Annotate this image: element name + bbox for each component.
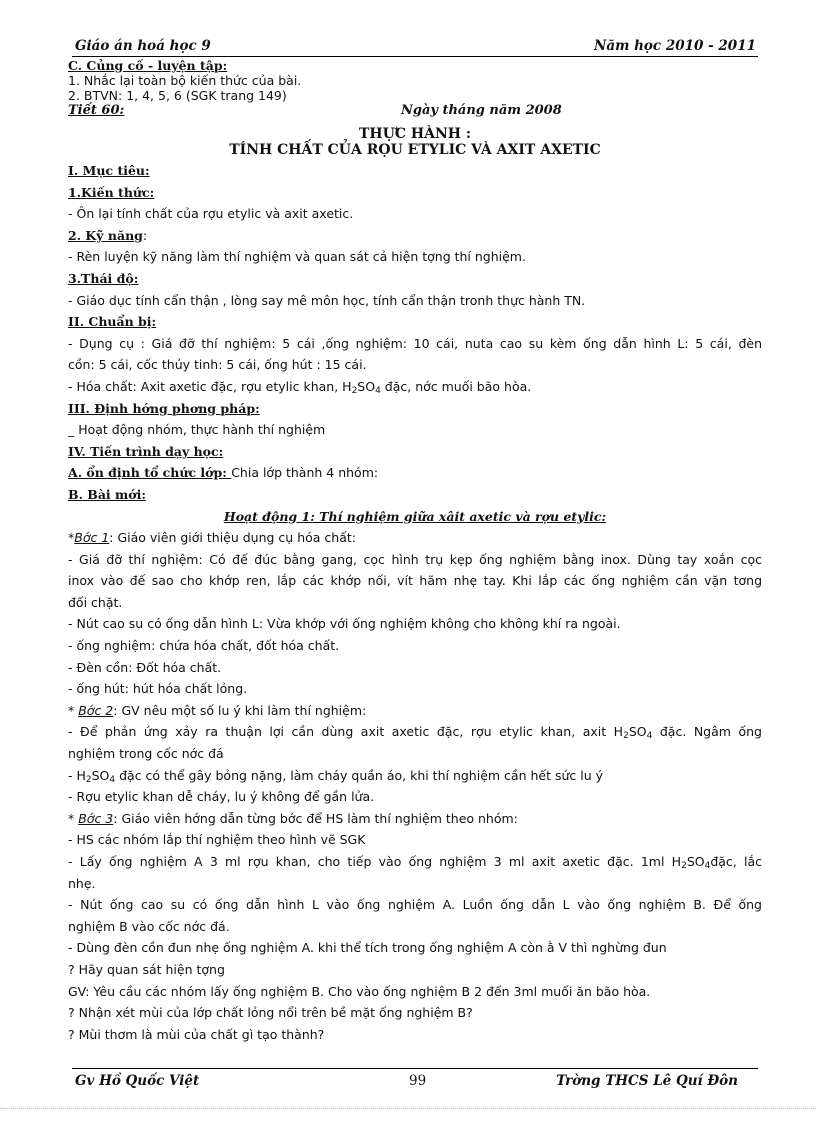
lesson-title-line-2: TÍNH CHẤT CỦA RỌU ETYLIC VÀ AXIT AXETIC [229,142,601,158]
kienthuc-text: - Ôn lại tính chất của rợu etylic và axit axetic. [68,206,354,222]
giado-line-1: - Giá đỡ thí nghiệm: Có đế đúc bằng gang, cọc hình trụ kẹp ống nghiệm bằng inox. Dùng tay xoắn cọc [68,551,762,567]
chuanbi-heading: II. Chuẩn bị: [68,314,157,330]
buoc-1-line: *Bớc 1: Giáo viên giới thiệu dụng cụ hóa chất: [68,530,356,546]
onghut-line: - ống hút: hút hóa chất lỏng. [68,681,248,697]
luuy-line-3: - $H_2SO_4$ đặc có thể gây bỏng nặng, làm cháy quần áo, khi thí nghiệm cần hết sức lu ý [68,767,604,785]
luuy-line-2: nghiệm trong cốc nớc đá [68,746,224,762]
page-footer [72,1068,758,1091]
step-line-3: nhẹ. [68,875,96,891]
step-line-2: - Lấy ống nghiệm A 3 ml rợu khan, cho tiếp vào ống nghiệm 3 ml axit axetic đặc. 1ml $H_2SO_4đặc$, lắc [68,854,762,871]
header-school-year: Năm học 2010 - 2011 [594,38,756,54]
ondinh-line: A. ổn định tổ chức lớp: Chia lớp thành 4 nhóm: [68,465,379,481]
giado-line-2: inox vào đế sao cho khớp ren, lắp các khớp nối, vít hãm nhẹ tay. Khi lắp các ống nghiệm cần vặn tơng [68,573,762,589]
luuy-line-4: - Rợu etylic khan dễ cháy, lu ý không để gần lửa. [68,789,375,805]
step-line-5: nghiệm B vào cốc nớc đá. [68,918,230,934]
dencon-line: - Đèn cồn: Đốt hóa chất. [68,659,222,675]
chuanbi-hoachat: - Hóa chất: Axit axetic đặc, rợu etylic khan, $H_2SO_4$ đặc, nớc muối bão hòa. [68,378,532,396]
header-subject: Giáo án hoá học 9 [75,38,211,54]
phuongphap-text: _ Hoạt động nhóm, thực hành thí nghiệm [68,422,326,438]
document-body [68,58,762,1045]
cungco-item-1: 1. Nhắc lại toàn bộ kiến thức của bài. [68,73,302,88]
cungco-item-2: 2. BTVN: 1, 4, 5, 6 (SGK trang 149) [68,88,287,103]
phuongphap-heading: III. Định hớng phơng pháp: [68,400,260,416]
buoc-2-line: * Bớc 2: GV nêu một số lu ý khi làm thí nghiệm: [68,702,367,718]
lesson-number: Tiết 60: [68,103,125,118]
tientrinh-heading: IV. Tiến trình dạy học: [68,443,224,459]
nutcaosu-line: - Nút cao su có ống dẫn hình L: Vừa khớp với ống nghiệm không cho không khí ra ngoài. [68,616,621,632]
kynang-text: - Rèn luyện kỹ năng làm thí nghiệm và quan sát cả hiện tợng thí nghiệm. [68,249,526,265]
muctieu-heading: I. Mục tiêu: [68,163,150,178]
lesson-row [68,103,762,120]
cungco-heading: C. Củng cố - luyện tập: [68,58,228,73]
buoc-3-line: * Bớc 3: Giáo viên hớng dẫn từng bớc để HS làm thí nghiệm theo nhóm: [68,810,518,826]
step-line-1: - HS các nhóm lắp thí nghiệm theo hình vẽ SGK [68,832,366,848]
chuanbi-dungcu-line-2: cồn: 5 cái, cốc thủy tinh: 5 cái, ống hút : 15 cái. [68,357,367,373]
hoatdong-title: Hoạt động 1: Thí nghiệm giữa xâit axetic và rợu etylic: [223,508,607,524]
page-number: 99 [409,1073,427,1089]
luuy-line-1: - Để phản ứng xảy ra thuận lợi cần dùng axit axetic đặc, rợu etylic khan, axit $H_2SO_4$ đặc. Ngâm ống [68,724,762,742]
footer-teacher: Gv Hồ Quốc Việt [75,1073,200,1089]
step-line-6: - Dùng đèn cồn đun nhẹ ống nghiệm A. khi thể tích trong ống nghiệm A còn ằ V thì nghừng đun [68,940,667,956]
kienthuc-heading: 1.Kiến thức: [68,184,155,200]
question-line-3: ? Mùi thơm là mùi của chất gì tạo thành? [68,1026,325,1042]
page-edge-divider [0,1108,816,1109]
chuanbi-dungcu-line-1: - Dụng cụ : Giá đỡ thí nghiệm: 5 cái ,ống nghiệm: 10 cái, nuta cao su kèm ống dẫn hình L: 5 cái, đèn [68,335,762,351]
baimoi-heading: B. Bài mới: [68,486,146,502]
page-header [72,36,758,57]
gv-line: GV: Yêu cầu các nhóm lấy ống nghiệm B. Cho vào ống nghiệm B 2 đến 3ml muối ăn bão hòa. [68,983,651,999]
lesson-title-line-1: THỰC HÀNH : [358,126,472,142]
question-line-1: ? Hãy quan sát hiện tợng [68,961,225,977]
kynang-heading: 2. Kỹ năng: [68,227,148,243]
thaido-heading: 3.Thái độ: [68,270,139,286]
thaido-text: - Giáo dục tính cẩn thận , lòng say mê môn học, tính cẩn thận tronh thực hành TN. [68,292,586,308]
question-line-2: ? Nhận xét mùi của lớp chất lỏng nổi trên bề mặt ống nghiệm B? [68,1005,473,1021]
ongnghiem-line: - ống nghiệm: chứa hóa chất, đốt hóa chất. [68,638,340,654]
footer-school: Trờng THCS Lê Quí Đôn [556,1073,738,1089]
giado-line-3: đối chặt. [68,594,123,610]
step-line-4: - Nút ống cao su có ống dẫn hình L vào ống nghiệm A. Luồn ống dẫn L vào ống nghiệm B. Để ống [68,897,762,913]
lesson-date: Ngày tháng năm 2008 [401,103,562,118]
